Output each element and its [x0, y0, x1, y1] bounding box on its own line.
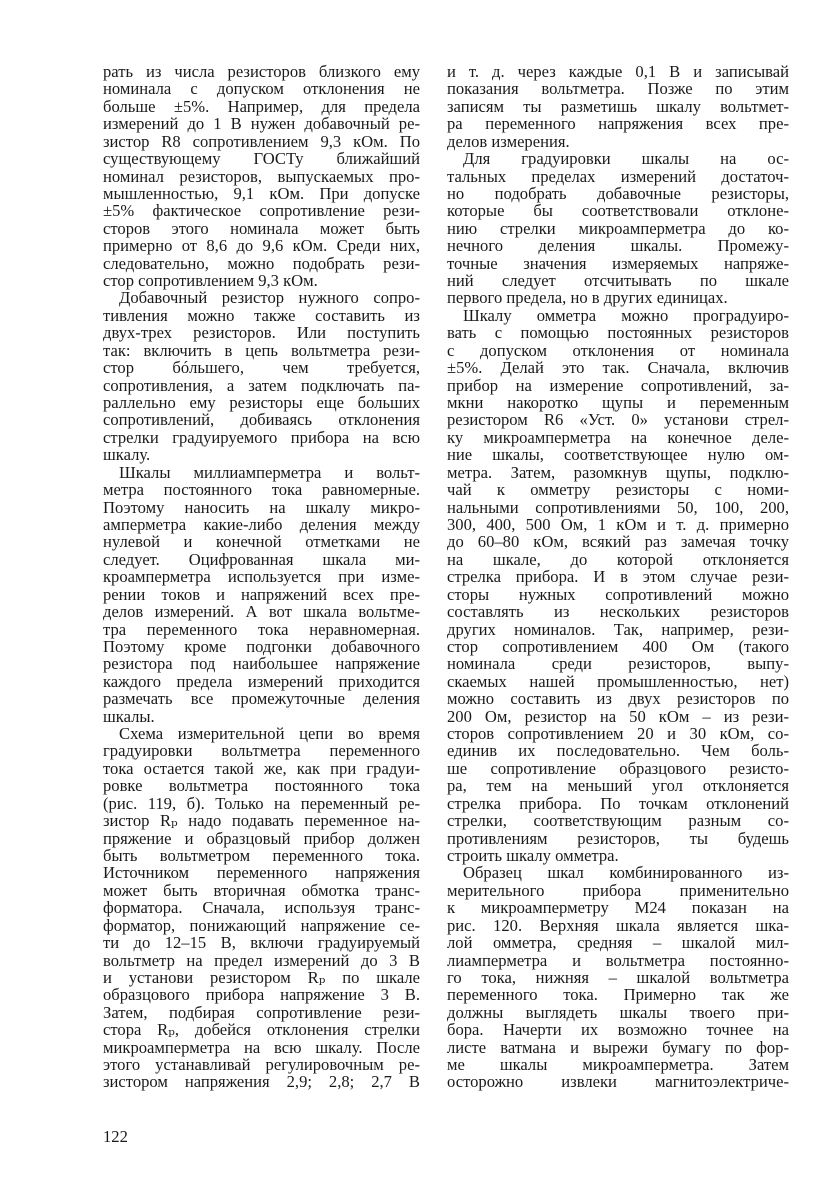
text-line: до 60–80 кОм, всякий раз замечая точку — [447, 532, 789, 552]
text-line: вольтметр на предел измерений до 3 В — [103, 950, 420, 970]
text-line: 300, 400, 500 Ом, 1 кОм и т. д. примерно — [447, 514, 789, 534]
text-line: метра постоянного тока равномерные. — [103, 480, 420, 500]
text-line: делов измерения. — [447, 131, 570, 151]
text-line: других номиналов. Так, например, рези- — [447, 619, 789, 639]
text-line: го тока, нижняя – шкалой вольтметра — [447, 967, 789, 987]
text-line: образцового прибора напряжение 3 В. — [103, 985, 420, 1005]
text-line: записям ты разметишь шкалу вольтмет- — [447, 96, 789, 116]
paragraph — [103, 725, 420, 1091]
text-line: так: включить в цепь вольтметра рези- — [103, 340, 420, 360]
text-line: лой омметра, средняя – шкалой мил- — [447, 933, 789, 953]
text-line: мышленностью, 9,1 кОм. При допуске — [103, 183, 420, 203]
text-line: Поэтому наносить на шкалу микро- — [103, 497, 420, 517]
text-line: ме шкалы микроамперметра. Затем — [447, 1055, 789, 1075]
paragraph — [103, 63, 420, 289]
paragraph — [447, 150, 789, 307]
text-line: ±5% фактическое сопротивление рези- — [103, 201, 420, 221]
text-line: стрелки градуируемого прибора на всю — [103, 427, 420, 447]
text-line: нию стрелки микроамперметра до ко- — [447, 218, 789, 238]
text-line: ти до 12–15 В, включи градуируемый — [103, 933, 420, 953]
text-line: (рис. 119, б). Только на переменный ре- — [103, 793, 420, 813]
text-line: может быть вторичная обмотка транс- — [103, 880, 420, 900]
text-line: резистором R6 «Уст. 0» установи стрел- — [447, 410, 789, 430]
text-line: ровке вольтметра постоянного тока — [103, 776, 420, 796]
text-line: ±5%. Делай это так. Сначала, включив — [447, 358, 789, 378]
text-line: на шкале, до которой отклоняется — [447, 549, 789, 569]
page-number: 122 — [103, 1127, 128, 1146]
text-line: сторы нужных сопротивлений можно — [447, 584, 789, 604]
text-line: стрелка прибора. По точкам отклонений — [447, 793, 789, 813]
text-line: сопротивления, а затем подключать па- — [103, 375, 420, 395]
text-line: чай к омметру резисторы с номи- — [447, 480, 789, 500]
text-line: сопротивлений, добиваясь отклонения — [103, 410, 420, 430]
paragraph — [447, 864, 789, 1090]
text-line: зистором напряжения 2,9; 2,8; 2,7 В — [103, 1072, 420, 1092]
text-line: амперметра какие-либо деления между — [103, 514, 420, 534]
text-line: форматор, понижающий напряжение се- — [103, 915, 420, 935]
text-line: с допуском отклонения от номинала — [447, 340, 789, 360]
text-line: шкалы. — [103, 706, 155, 726]
text-line: стор сопротивлением 400 Ом (такого — [447, 636, 789, 656]
text-line: Источником переменного напряжения — [103, 863, 420, 883]
text-line: кроамперметра используется при изме- — [103, 567, 420, 587]
text-column-right — [447, 63, 789, 1091]
text-line: нальными сопротивлениями 50, 100, 200, — [447, 497, 789, 517]
text-line: больше ±5%. Например, для предела — [103, 96, 420, 116]
paragraph — [447, 63, 789, 150]
text-line: точные значения измеряемых напряже- — [447, 253, 789, 273]
text-line: и т. д. через каждые 0,1 В и записывай — [447, 62, 789, 81]
text-line: номинал резисторов, выпускаемых про- — [103, 166, 420, 186]
text-line: зистор Rₚ надо подавать переменное на- — [103, 811, 420, 831]
text-line: нечного деления шкалы. Промежу- — [447, 236, 789, 256]
text-line: нулевой и конечной отметками не — [103, 532, 420, 552]
text-line: лиамперметра и вольтметра постоянно- — [447, 950, 789, 970]
text-line: но подобрать добавочные резисторы, — [447, 183, 789, 203]
text-line: ра, тем на меньший угол отклоняется — [447, 776, 789, 796]
text-line: сторов сопротивлением 20 и 30 кОм, со- — [447, 724, 789, 744]
text-line: стрелка прибора. И в этом случае рези- — [447, 567, 789, 587]
text-line: единив их последовательно. Чем боль- — [447, 741, 789, 761]
text-line: 200 Ом, резистор на 50 кОм – из рези- — [447, 706, 789, 726]
text-line: сторов этого номинала может быть — [103, 218, 420, 238]
text-line: прибор на измерение сопротивлений, за- — [447, 375, 789, 395]
text-line: пряжение и образцовый прибор должен — [103, 828, 420, 848]
text-line: двух-трех резисторов. Или поступить — [103, 323, 420, 343]
text-line: Поэтому кроме подгонки добавочного — [103, 636, 420, 656]
text-line: рении токов и напряжений всех пре- — [103, 584, 420, 604]
text-line: Для градуировки шкалы на ос- — [463, 149, 789, 169]
text-line: градуировки вольтметра переменного — [103, 741, 420, 761]
text-line: тивления можно также составить из — [103, 305, 420, 325]
text-line: номинала с допуском отклонения не — [103, 79, 420, 99]
text-line: раллельно ему резисторы еще больших — [103, 393, 420, 413]
text-line: ше сопротивление образцового резисто- — [447, 758, 789, 778]
text-line: Шкалу омметра можно проградуиро- — [463, 305, 789, 325]
text-line: микроамперметра на всю шкалу. После — [103, 1037, 420, 1057]
text-line: размечать все промежуточные деления — [103, 689, 420, 709]
text-line: скаемых нашей промышленностью, нет) — [447, 671, 789, 691]
text-line: следовательно, можно подобрать рези- — [103, 253, 420, 273]
text-line: резистора под наибольшее напряжение — [103, 654, 420, 674]
paragraph — [103, 289, 420, 463]
text-line: рис. 120. Верхняя шкала является шка- — [447, 915, 789, 935]
text-line: тальных пределах измерений достаточ- — [447, 166, 789, 186]
text-line: показания вольтметра. Позже по этим — [447, 79, 789, 99]
text-line: осторожно извлеки магнитоэлектриче- — [447, 1072, 789, 1092]
text-line: измерений до 1 В нужен добавочный ре- — [103, 114, 420, 134]
text-line: номинала среди резисторов, выпу- — [447, 654, 789, 674]
text-line: которые бы соответствовали отклоне- — [447, 201, 789, 221]
text-line: метра. Затем, разомкнув щупы, подклю- — [447, 462, 789, 482]
text-line: стора Rₚ, добейся отклонения стрелки — [103, 1020, 420, 1040]
text-line: Добавочный резистор нужного сопро- — [119, 288, 420, 308]
text-line: должны выглядеть шкалы твоего при- — [447, 1002, 789, 1022]
text-line: и установи резистором Rₚ по шкале — [103, 967, 420, 987]
text-line: листе ватмана и вырежи бумагу по фор- — [447, 1037, 789, 1057]
text-line: противлениям резисторов, ты будешь — [447, 828, 789, 848]
text-line: переменного тока. Примерно так же — [447, 985, 789, 1005]
paragraph — [447, 307, 789, 865]
text-line: Затем, подбирая сопротивление рези- — [103, 1002, 420, 1022]
text-line: можно составить из двух резисторов по — [447, 689, 789, 709]
text-line: ние шкалы, соответствующее нулю ом- — [447, 445, 789, 465]
text-line: ку микроамперметра на конечное деле- — [447, 427, 789, 447]
text-line: рать из числа резисторов близкого ему — [103, 62, 420, 81]
text-line: тра переменного тока неравномерная. — [103, 619, 420, 639]
text-line: делов измерений. А вот шкала вольтме- — [103, 602, 420, 622]
text-line: следует. Оцифрованная шкала ми- — [103, 549, 420, 569]
text-line: Схема измерительной цепи во время — [119, 724, 420, 744]
text-line: этого устанавливай регулировочным ре- — [103, 1055, 420, 1075]
paragraph — [103, 464, 420, 725]
text-line: каждого предела измерений приходится — [103, 671, 420, 691]
text-line: вать с помощью постоянных резисторов — [447, 323, 789, 343]
text-line: шкалу. — [103, 445, 151, 465]
text-line: строить шкалу омметра. — [447, 845, 619, 865]
text-line: стор сопротивлением 9,3 кОм. — [103, 271, 318, 291]
text-line: к микроамперметру М24 показан на — [447, 898, 789, 918]
text-line: мерительного прибора применительно — [447, 880, 789, 900]
text-line: стрелки, соответствующим разным со- — [447, 811, 789, 831]
text-line: ний следует отсчитывать по шкале — [447, 271, 789, 291]
text-line: существующему ГОСТу ближайший — [103, 149, 420, 169]
text-line: Образец шкал комбинированного из- — [463, 863, 789, 883]
text-line: первого предела, но в других единицах. — [447, 288, 728, 308]
text-line: форматора. Сначала, используя транс- — [103, 898, 420, 918]
text-line: примерно от 8,6 до 9,6 кОм. Среди них, — [103, 236, 420, 256]
text-line: тока остается такой же, как при градуи- — [103, 758, 420, 778]
text-line: бора. Начерти их возможно точнее на — [447, 1020, 789, 1040]
text-line: мкни накоротко щупы и переменным — [447, 393, 789, 413]
text-line: стор бóльшего, чем требуется, — [103, 358, 420, 378]
text-line: ра переменного напряжения всех пре- — [447, 114, 789, 134]
text-line: зистор R8 сопротивлением 9,3 кОм. По — [103, 131, 420, 151]
text-column-left — [103, 63, 420, 1091]
text-line: составлять из нескольких резисторов — [447, 602, 789, 622]
text-line: быть вольтметром переменного тока. — [103, 845, 420, 865]
text-line: Шкалы миллиамперметра и вольт- — [119, 462, 420, 482]
